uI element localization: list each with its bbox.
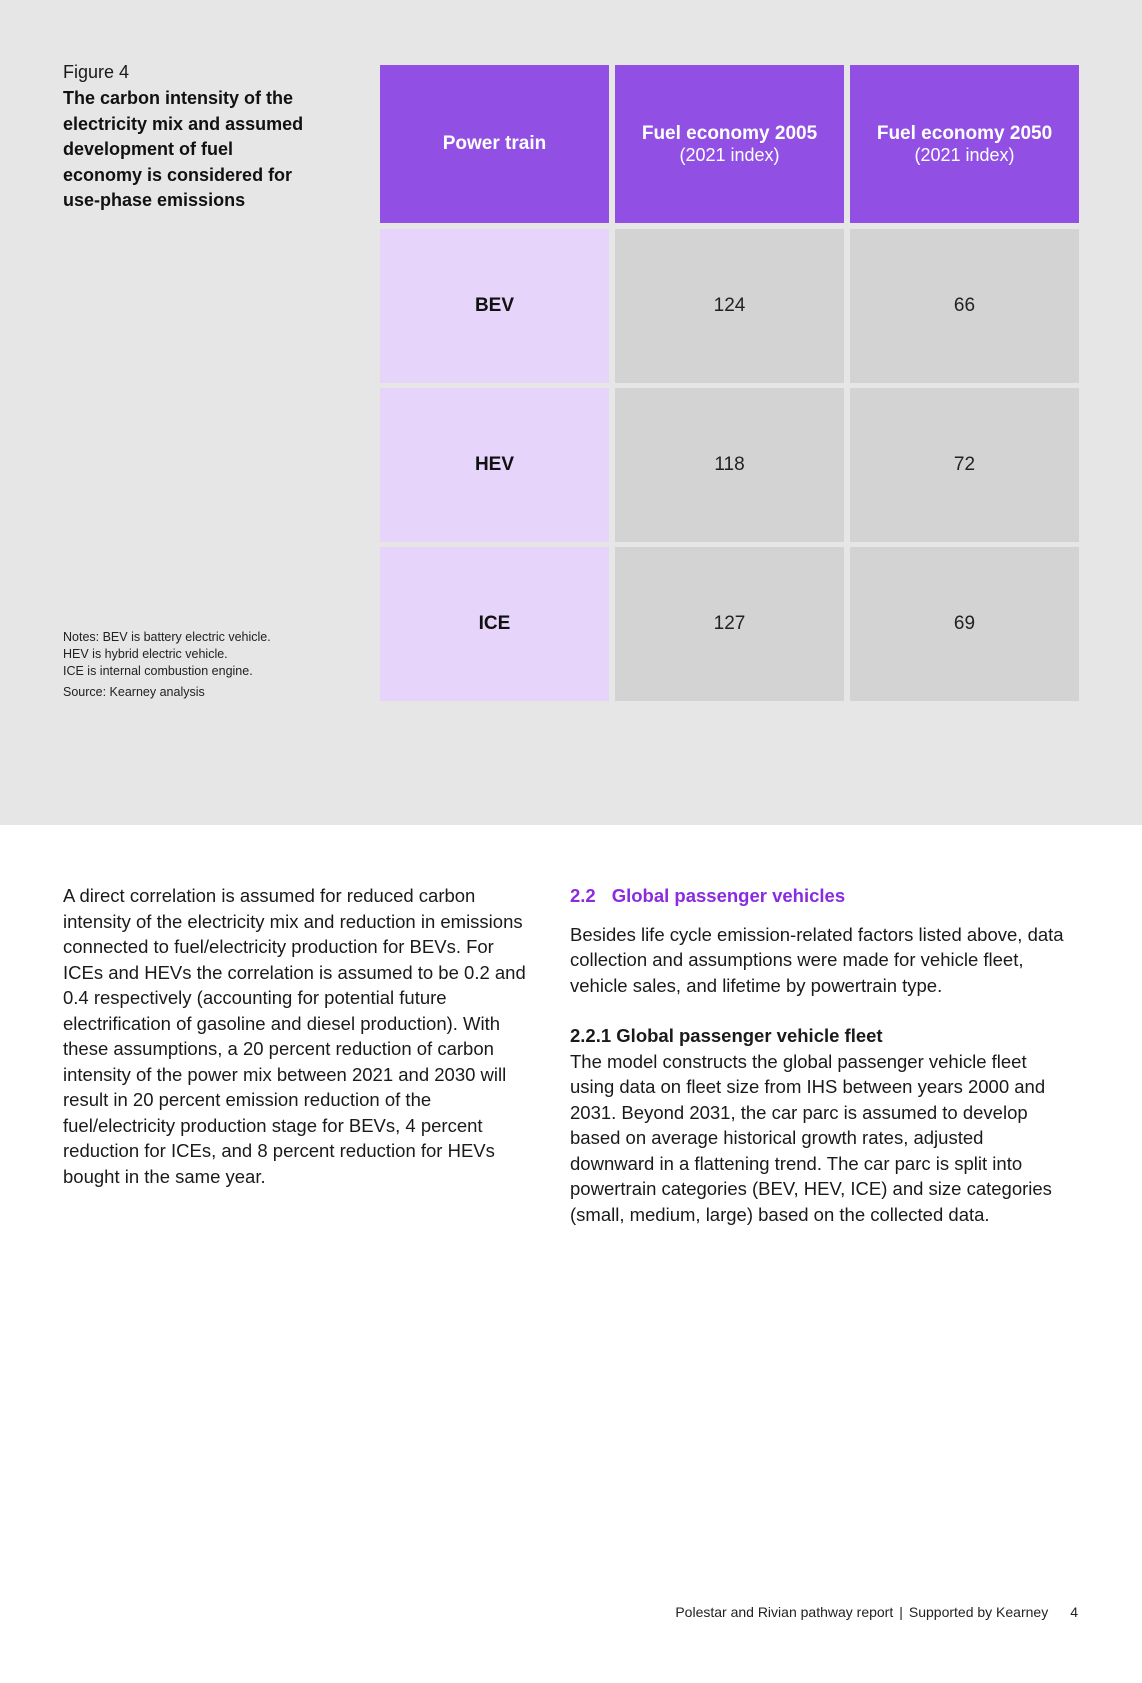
section-paragraph: Besides life cycle emission-related factors listed above, data collection and assumptions were made for vehicle fleet, vehicle sales, and lifetime by powertrain type. <box>570 923 1064 996</box>
section-title: Global passenger vehicles <box>611 885 846 906</box>
note-line: ICE is internal combustion engine. <box>63 664 253 678</box>
figure-source: Source: Kearney analysis <box>63 685 205 699</box>
cell-ice-2050: 69 <box>850 547 1079 701</box>
header-2005-label: Fuel economy 2005 <box>641 122 818 144</box>
cell-bev-2050: 66 <box>850 229 1079 383</box>
cell-hev-2005: 118 <box>615 388 844 542</box>
page-number: 4 <box>1070 1604 1078 1620</box>
footer-separator: | <box>899 1604 903 1620</box>
figure-label: Figure 4 <box>63 62 130 82</box>
header-2005-sub: (2021 index) <box>679 144 780 165</box>
header-powertrain <box>380 65 609 223</box>
figure-notes <box>63 629 343 701</box>
row-head-ice: ICE <box>380 547 609 701</box>
right-column <box>570 883 1070 1227</box>
header-2050-sub: (2021 index) <box>914 144 1015 165</box>
left-column <box>63 883 533 1189</box>
note-line: HEV is hybrid electric vehicle. <box>63 647 228 661</box>
page-footer <box>675 1604 1078 1620</box>
cell-hev-2050: 72 <box>850 388 1079 542</box>
header-powertrain-label: Power train <box>442 133 547 154</box>
footer-report-title: Polestar and Rivian pathway report <box>675 1604 894 1620</box>
header-2050-label: Fuel economy 2050 <box>876 122 1053 144</box>
section-heading <box>570 883 1070 909</box>
note-line: Notes: BEV is battery electric vehicle. <box>63 630 271 644</box>
figure-title: The carbon intensity of the electricity mix and assumed development of fuel economy is considered for use-phase emissions <box>63 88 304 210</box>
header-fuel-economy-2050 <box>850 65 1079 223</box>
row-head-hev: HEV <box>380 388 609 542</box>
row-head-bev: BEV <box>380 229 609 383</box>
cell-bev-2005: 124 <box>615 229 844 383</box>
subsection-paragraph: The model constructs the global passenger vehicle fleet using data on fleet size from IHS between years 2000 and 2031. Beyond 2031, the car parc is assumed to develop based on average historical growth rates, adjusted downward in a flattening trend. The car parc is split into powertrain categories (BEV, HEV, ICE) and size categories (small, medium, large) based on the collected data. <box>570 1050 1052 1225</box>
header-fuel-economy-2005 <box>615 65 844 223</box>
subsection-title: 2.2.1 Global passenger vehicle fleet <box>570 1025 883 1046</box>
cell-ice-2005: 127 <box>615 547 844 701</box>
figure-panel <box>0 0 1142 825</box>
correlation-paragraph: A direct correlation is assumed for reduced carbon intensity of the electricity mix and reduction in emissions connected to fuel/electricity production for BEVs. For ICEs and HEVs the correlation is assumed to be 0.2 and 0.4 respectively (accounting for potential future electrification of gasoline and diesel production). With these assumptions, a 20 percent reduction of carbon intensity of the power mix between 2021 and 2030 will result in 20 percent emission reduction of the fuel/electricity production stage for BEVs, 4 percent reduction for ICEs, and 8 percent reduction for HEVs bought in the same year. <box>63 885 526 1187</box>
footer-supported-by: Supported by Kearney <box>908 1604 1049 1620</box>
section-number: 2.2 <box>570 885 596 906</box>
